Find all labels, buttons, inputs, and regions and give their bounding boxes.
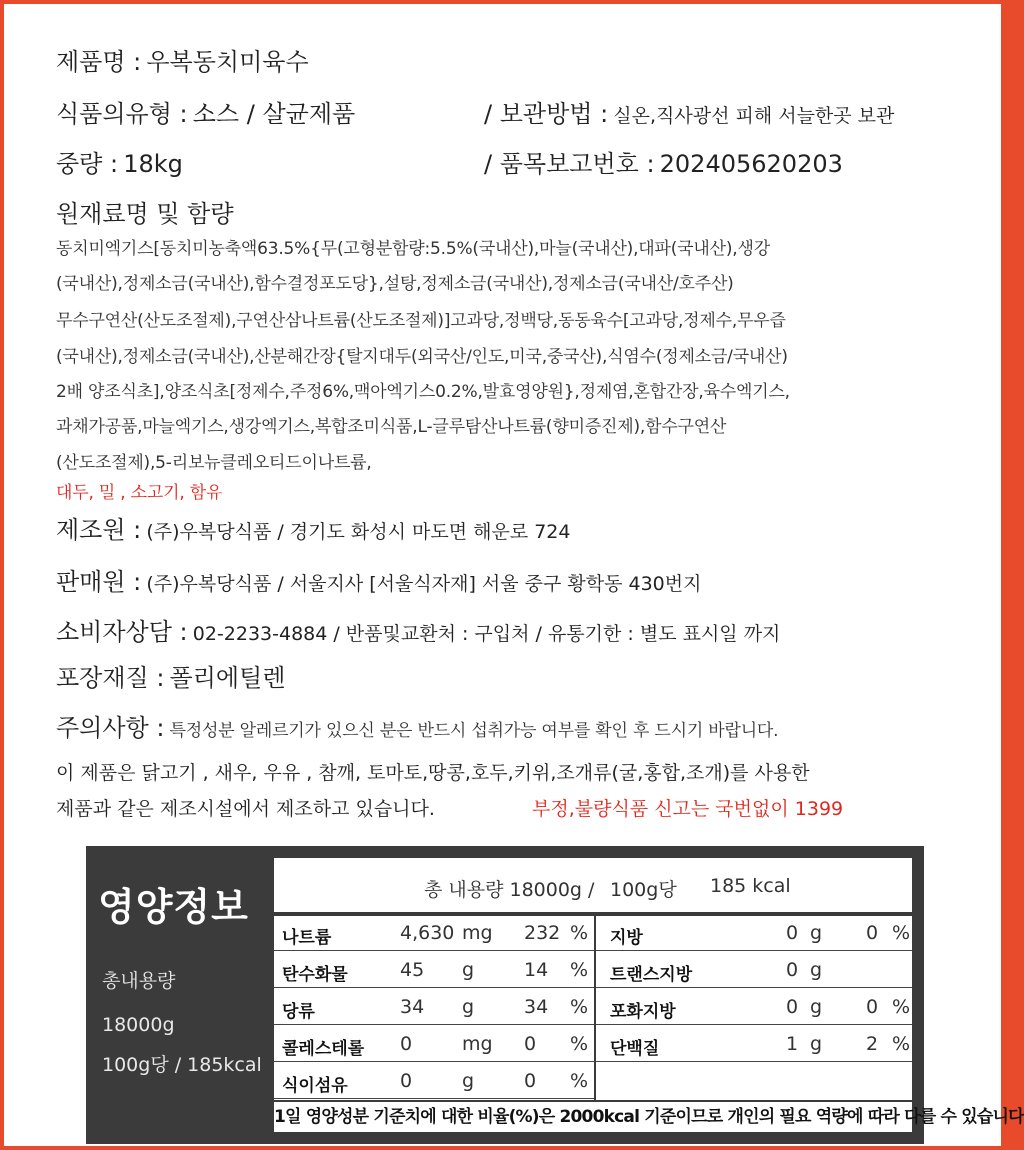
- nutrient-name: 트랜스지방: [610, 965, 693, 985]
- per-serving-summary: 100g당 / 185kcal: [102, 1054, 262, 1076]
- weight-label: 중량 :: [56, 150, 119, 178]
- seller: (주)우복당식품 / 서울지사 [서울식자재] 서울 중구 황학동 430번지: [146, 573, 702, 595]
- food-type-label: 식품의유형 :: [56, 100, 188, 128]
- nutrient-unit: g: [462, 996, 475, 1018]
- nutrient-unit: g: [810, 1033, 823, 1055]
- nutrient-row: [596, 1027, 912, 1062]
- nutrient-row: [274, 990, 594, 1025]
- ingredients-line: (국내산),정제소금(국내산),함수결정포도당},설탕,정제소금(국내산),정제소금(국내산/호주산): [56, 274, 734, 294]
- packaging: 폴리에틸렌: [169, 664, 286, 692]
- product-label-sheet: [4, 4, 1024, 1146]
- ingredients-line: 동치미엑기스[동치미농축액63.5%{무(고형분함량:5.5%(국내산),마늘(국내산),대파(국내산),생강: [56, 239, 770, 259]
- nutrient-amount: 0: [400, 1033, 413, 1055]
- caution: 특정성분 알레르기가 있으신 분은 반드시 섭취가능 여부를 확인 후 드시기 바랍니다.: [169, 721, 779, 741]
- nutrient-row: [274, 1064, 594, 1099]
- packaging-line: [56, 658, 285, 693]
- nutrient-name: 지방: [610, 928, 643, 948]
- ingredients-line: 무수구연산(산도조절제),구연산삼나트륨(산도조절제)]고과당,정백당,동동육수[고과당,정제수,무우즙: [56, 311, 786, 331]
- nutrient-amount: 0: [400, 1070, 413, 1092]
- nutrient-unit: mg: [462, 922, 493, 944]
- consumer-label: 소비자상담 :: [56, 618, 188, 646]
- product-name: 우복동치미육수: [146, 48, 309, 76]
- allergen-notice: 대두, 밀 , 소고기, 함유: [56, 483, 223, 503]
- consumer-line: [56, 612, 780, 647]
- food-type-line: [56, 94, 355, 129]
- seller-line: [56, 562, 701, 597]
- nutrient-percent: 0: [524, 1070, 537, 1092]
- nutrient-row: [274, 953, 594, 988]
- nutrient-percent: 232: [524, 922, 561, 944]
- nutrient-unit: g: [810, 996, 823, 1018]
- manufacturer-label: 제조원 :: [56, 516, 142, 544]
- nutrition-table-header: [274, 858, 912, 916]
- percent-sign: %: [892, 922, 911, 944]
- storage-label: / 보관방법 :: [484, 100, 609, 128]
- percent-sign: %: [570, 922, 589, 944]
- ingredients-line: 2배 양조식초],양조식초[정제수,주정6%,맥아엑기스0.2%,발효영양원},정제염,혼합간장,육수엑기스,: [56, 382, 790, 402]
- nutrition-panel: [86, 846, 1024, 1144]
- report-notice: 부정,불량식품 신고는 국번없이 1399: [532, 798, 844, 820]
- nutrient-percent: 0: [866, 996, 879, 1018]
- nutrient-percent: 34: [524, 996, 549, 1018]
- product-name-label: 제품명 :: [56, 48, 142, 76]
- nutrition-title: 영양정보: [98, 885, 249, 929]
- manufacturer: (주)우복당식품 / 경기도 화성시 마도면 해운로 724: [146, 521, 571, 543]
- ingredients-line: 과채가공품,마늘엑기스,생강엑기스,복합조미식품,L-글루탐산나트륨(향미증진제),함수구연산: [56, 417, 727, 437]
- nutrient-row: [274, 916, 594, 951]
- ingredients-line: (산도조절제),5-리보뉴클레오티드이나트륨,: [56, 453, 372, 473]
- nutrient-row: [274, 1027, 594, 1062]
- nutrient-unit: g: [462, 959, 475, 981]
- nutrient-percent: 0: [866, 922, 879, 944]
- percent-sign: %: [570, 959, 589, 981]
- weight: 18kg: [123, 150, 183, 178]
- nutrient-percent: 2: [866, 1033, 879, 1055]
- packaging-label: 포장재질 :: [56, 664, 165, 692]
- product-name-line: [56, 42, 309, 77]
- seller-label: 판매원 :: [56, 568, 142, 596]
- percent-sign: %: [892, 996, 911, 1018]
- percent-sign: %: [570, 996, 589, 1018]
- caution-label: 주의사항 :: [56, 714, 165, 742]
- ingredients-line: (국내산),정제소금(국내산),산분해간장{탈지대두(외국산/인도,미국,중국산),식염수(정제소금/국내산): [56, 347, 788, 367]
- storage-method: 실온,직사광선 피해 서늘한곳 보관: [613, 105, 895, 127]
- header-total: 총 내용량 18000g /: [424, 879, 595, 901]
- nutrient-name: 단백질: [610, 1039, 660, 1059]
- nutrient-name: 식이섬유: [282, 1076, 348, 1096]
- nutrient-amount: 0: [786, 922, 799, 944]
- nutrient-percent: 0: [524, 1033, 537, 1055]
- header-per: 100g당: [610, 879, 677, 901]
- nutrient-amount: 0: [786, 959, 799, 981]
- food-type: 소스 / 살균제품: [192, 100, 356, 128]
- nutrient-unit: g: [810, 922, 823, 944]
- total-content-value: 18000g: [102, 1014, 175, 1036]
- caution-line: [56, 708, 778, 743]
- nutrient-percent: 14: [524, 959, 549, 981]
- nutrient-amount: 4,630: [400, 922, 455, 944]
- percent-sign: %: [570, 1070, 589, 1092]
- header-kcal: 185 kcal: [710, 875, 791, 897]
- nutrient-name: 당류: [282, 1002, 315, 1022]
- nutrient-row: [596, 990, 912, 1025]
- nutrient-amount: 0: [786, 996, 799, 1018]
- nutrition-footnote: 1일 영양성분 기준치에 대한 비율(%)은 2000kcal 기준이므로 개인의 필요 역량에 따라 다를 수 있습니다: [274, 1100, 912, 1132]
- storage-line: [484, 94, 894, 129]
- nutrient-name: 포화지방: [610, 1002, 676, 1022]
- manufacturer-line: [56, 510, 570, 545]
- nutrient-amount: 34: [400, 996, 425, 1018]
- nutrient-amount: 45: [400, 959, 425, 981]
- nutrient-name: 나트륨: [282, 928, 332, 948]
- nutrient-unit: g: [810, 959, 823, 981]
- nutrient-unit: mg: [462, 1033, 493, 1055]
- nutrient-name: 탄수화물: [282, 965, 348, 985]
- caution-line-3: 제품과 같은 제조시설에서 제조하고 있습니다.: [56, 798, 435, 820]
- nutrient-row: [596, 953, 912, 988]
- consumer-info: 02-2233-4884 / 반품및교환처 : 구입처 / 유통기한 : 별도 표시일 까지: [192, 623, 781, 645]
- percent-sign: %: [892, 1033, 911, 1055]
- nutrient-amount: 1: [786, 1033, 799, 1055]
- nutrient-unit: g: [462, 1070, 475, 1092]
- weight-line: [56, 144, 183, 179]
- ingredients-heading: 원재료명 및 함량: [56, 200, 234, 228]
- report-number-line: [484, 144, 843, 179]
- nutrient-name: 콜레스테롤: [282, 1039, 365, 1059]
- nutrition-table: [274, 858, 912, 1100]
- total-content-label: 총내용량: [102, 970, 176, 992]
- report-number-label: / 품목보고번호 :: [484, 150, 655, 178]
- caution-line-2: 이 제품은 닭고기 , 새우, 우유 , 참깨, 토마토,땅콩,호두,키위,조개류(굴,홍합,조개)를 사용한: [56, 762, 810, 784]
- nutrient-row: [596, 916, 912, 951]
- percent-sign: %: [570, 1033, 589, 1055]
- report-number: 202405620203: [659, 150, 843, 178]
